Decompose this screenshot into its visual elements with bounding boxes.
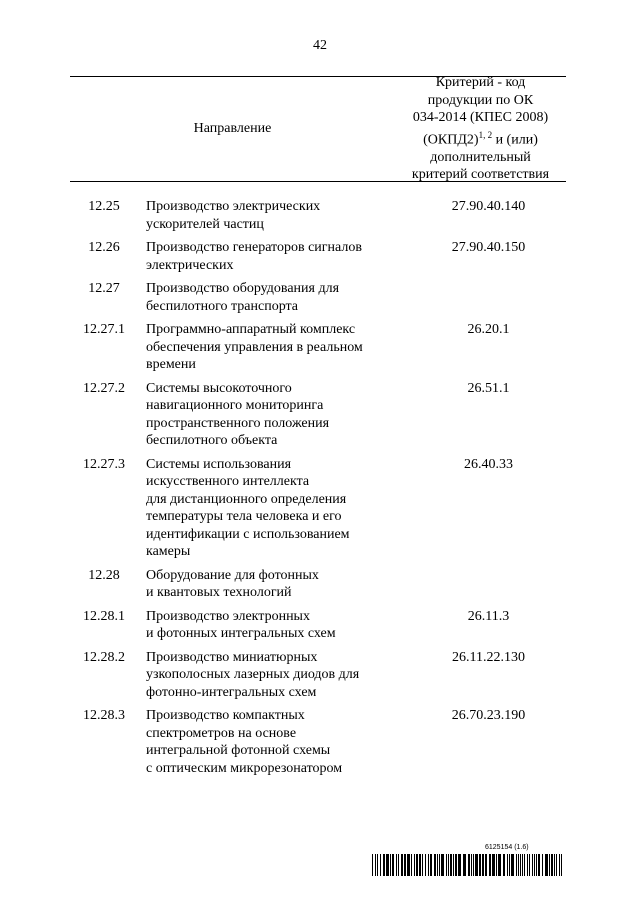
row-name: Производство электрических ускорителей частиц: [146, 199, 321, 232]
barcode-bar: [441, 854, 444, 876]
row-code: 26.70.23.190: [451, 708, 526, 723]
barcode-bar: [404, 854, 406, 876]
row-name: Производство оборудования для беспилотного транспорта: [146, 281, 340, 314]
row-number: 12.27: [88, 281, 120, 296]
row-name: Производство миниатюрных узкополосных лазерных диодов для фотонно-интегральных схем: [146, 649, 360, 700]
header-and-or: и (или): [492, 132, 538, 148]
header-criteria-line: [423, 127, 538, 149]
barcode-bar: [498, 854, 501, 876]
row-code: 26.20.1: [467, 322, 510, 337]
row-number: 12.28: [88, 567, 120, 583]
barcode-bar: [450, 854, 452, 876]
table-row: [70, 608, 566, 643]
table-row: [70, 380, 566, 450]
barcode-bar: [529, 854, 530, 876]
barcode-bar: [549, 854, 550, 876]
barcode-bar: [396, 854, 397, 876]
barcode-bar: [532, 854, 533, 876]
footnote-ref: 1, 2: [478, 129, 493, 140]
row-code: [411, 280, 566, 315]
barcode-bar: [398, 854, 399, 876]
barcode-bar: [463, 854, 466, 876]
barcode-bar: [527, 854, 528, 876]
page-number: 42: [313, 38, 327, 53]
barcode-bar: [556, 854, 557, 876]
barcode-bar: [468, 854, 470, 876]
barcode-bar: [534, 854, 535, 876]
row-code: [411, 567, 566, 602]
header-criteria: [395, 77, 566, 181]
barcode-bar: [511, 854, 514, 876]
barcode-bar: [473, 854, 474, 876]
row-name: Производство генераторов сигналов электрических: [146, 240, 362, 273]
header-criteria-line: продукции по ОК: [427, 92, 534, 108]
barcode-bar: [554, 854, 555, 876]
row-number: 12.26: [88, 240, 120, 255]
row-code: 27.90.40.150: [451, 240, 526, 255]
barcode-bar: [516, 854, 517, 876]
barcode-bar: [538, 854, 540, 876]
barcode-bar: [383, 854, 385, 876]
barcode-bar: [425, 854, 426, 876]
header-criteria-line: дополнительный: [430, 149, 531, 165]
barcode-bar: [401, 854, 403, 876]
table-row: [70, 567, 566, 602]
row-name: Системы использования искусственного интеллекта для дистанционного определения температуры тела человека и его идентификации с использованием камеры: [146, 456, 350, 559]
barcode-bar: [475, 854, 478, 876]
row-number: 12.28.2: [83, 649, 125, 665]
table-row: [70, 707, 566, 777]
barcode-bar: [430, 854, 432, 876]
row-number: 12.27.1: [83, 322, 125, 337]
row-name: Производство компактных спектрометров на основе интегральной фотонной схемы с оптическим микрорезонатором: [146, 708, 343, 776]
table-body: [70, 198, 566, 783]
barcode-bar: [551, 854, 553, 876]
table-row: [70, 321, 566, 374]
barcode-bar: [439, 854, 440, 876]
barcode-bar: [520, 854, 521, 876]
table-row: [70, 280, 566, 315]
row-number: 12.25: [88, 199, 120, 214]
barcode-bar: [411, 854, 412, 876]
barcode-bar: [507, 854, 508, 876]
barcode-bar: [458, 854, 461, 876]
barcode-bar: [545, 854, 548, 876]
row-code: 26.40.33: [464, 456, 513, 472]
barcode-bar: [377, 854, 378, 876]
barcode-bar: [482, 854, 484, 876]
barcode-bar: [392, 854, 394, 876]
header-criteria-line: 034-2014 (КПЕС 2008): [412, 110, 549, 126]
header-okpd: (ОКПД2): [423, 132, 479, 148]
row-code: 27.90.40.140: [451, 199, 526, 214]
barcode-bar: [559, 854, 560, 876]
barcode-bar: [434, 854, 436, 876]
barcode-bar: [524, 854, 525, 876]
row-number: 12.27.3: [83, 456, 125, 472]
barcode-bar: [414, 854, 415, 876]
barcode-bar: [485, 854, 487, 876]
row-code: 26.11.3: [467, 608, 510, 624]
barcode-bar: [416, 854, 418, 876]
barcode-bar: [375, 854, 376, 876]
barcode-bar: [542, 854, 543, 876]
barcode-bar: [419, 854, 421, 876]
table-header: [70, 76, 566, 182]
row-number: 12.28.3: [83, 708, 125, 723]
barcode-bar: [561, 854, 562, 876]
barcode-bar: [422, 854, 423, 876]
header-criteria-line: Критерий - код: [435, 75, 526, 91]
table-row: [70, 649, 566, 702]
barcode-bar: [536, 854, 537, 876]
barcode-bar: [428, 854, 429, 876]
table-row: [70, 456, 566, 561]
barcode-bar: [407, 854, 410, 876]
barcode-bar: [386, 854, 389, 876]
barcode-bar: [489, 854, 491, 876]
header-criteria-line: критерий соответствия: [411, 167, 550, 183]
barcode-bar: [380, 854, 381, 876]
barcode-bar: [518, 854, 519, 876]
barcode-bar: [479, 854, 481, 876]
row-code: 26.11.22.130: [452, 649, 525, 665]
row-name: Оборудование для фотонных и квантовых технологий: [146, 567, 319, 600]
table-row: [70, 239, 566, 274]
barcode-bar: [390, 854, 391, 876]
barcode-bar: [509, 854, 510, 876]
row-code: 26.51.1: [467, 380, 510, 396]
barcode-bar: [437, 854, 438, 876]
row-number: 12.28.1: [83, 608, 125, 624]
barcode-bar: [471, 854, 472, 876]
row-number: 12.27.2: [83, 380, 125, 396]
barcode-bar: [455, 854, 457, 876]
document-code: 6125154 (1.6): [485, 844, 529, 851]
header-direction: Направление: [193, 121, 272, 136]
barcode-bar: [453, 854, 454, 876]
barcode-bar: [446, 854, 447, 876]
barcode-icon: [372, 854, 562, 876]
barcode-bar: [372, 854, 373, 876]
table-row: [70, 198, 566, 233]
barcode-bar: [496, 854, 497, 876]
row-name: Программно-аппаратный комплекс обеспечения управления в реальном времени: [146, 322, 363, 372]
barcode-bar: [448, 854, 449, 876]
barcode-bar: [522, 854, 523, 876]
barcode-bar: [492, 854, 495, 876]
row-name: Производство электронных и фотонных интегральных схем: [146, 608, 336, 641]
barcode-bar: [503, 854, 505, 876]
row-name: Системы высокоточного навигационного мониторинга пространственного положения беспилотного объекта: [146, 380, 330, 448]
